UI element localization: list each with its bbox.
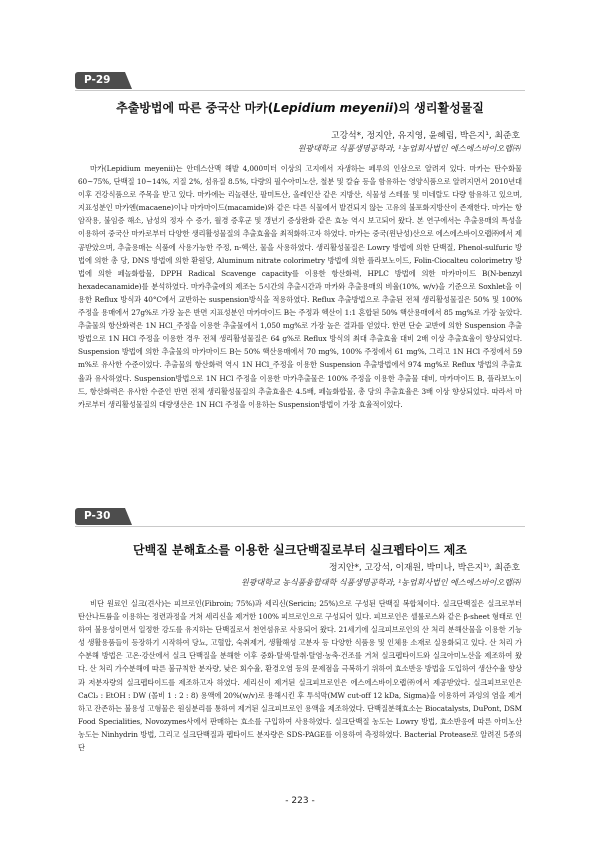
abstract-number: P-29 [84,74,111,86]
title-text-after: )의 생리활성물질 [393,101,484,115]
abstract-number: P-30 [84,510,111,522]
title-text-before: 추출방법에 따른 중국산 마카( [116,101,274,115]
author-list: 고강석*, 정지안, 유지영, 윤혜림, 박은지¹, 최준호 [331,131,520,141]
abstract-title [75,99,525,116]
abstract-body: 비단 원료인 실크(견사)는 피브로인(Fibroin; 75%)과 세리신(Sericin; 25%)으로 구성된 단백질 복합체이다. 실크단백질은 실크로부터 탄산나트륨을 이용하는 정련과정을 거쳐 세리신을 제거한 100% 피브로인으로 구성되어 있다. 피브로인은 셀룰로스와 같은 β-sheet 형태로 인하여 불용성이면서 일정한 강도를 유지하는 단백질로서 천연섬유로 사용되어 왔다. 21세기에 실크피브로인의 산 처리 분해산물을 이용한 기능성 생활용품들이 등장하기 시작하여 당뇨, 고혈압, 숙취제거, 생활해성 고분자 등 다양한 식품용 및 인체용 소재로 실용화되고 있다. 산 처리 가수분해 방법은 고온·강산에서 실크 단백질을 분해한 이후 중화·탈색·탈취·탈염·농축·건조를 거쳐 실크펩타이드와 실크아미노산을 제조하여 왔다. 산 처리 가수분해에 따른 불규칙한 분자량, 낮은 회수율, 환경오염 등의 문제점을 극복하기 위하여 효소반응 방법을 도입하여 생산수율 향상과 저분자량의 실크펩타이드를 제조하고자 하였다. 세리신이 제거된 실크피브로인은 에스에스바이오랩㈜에서 제공받았다. 실크피브로인은 CaCl₂ : EtOH : DW (몰비 1 : 2 : 8) 용액에 20%(w/v)로 용해시킨 후 투석막(MW cut-off 12 kDa, Sigma)을 이용하여 과잉의 염을 제거하고 잔존하는 불용성 고형물은 원심분리를 통하여 제거된 실크피브로인 용액을 제조하였다. 단백질분해효소는 Biocatalysts, DuPont, DSM Food Specialities, Novozymes사에서 판매하는 효소를 구입하여 사용하였다. 실크단백질 농도는 Lowry 방법, 효소반응에 따른 아미노산 농도는 Ninhydrin 방법, 그리고 실크단백질과 펩타이드 분자량은 SDS-PAGE를 이용하여 측정하였다. Bacterial Protease로 알려진 5종의 단 [78,599,522,753]
section-divider [75,90,525,91]
affiliation: 원광대학교 식품생명공학과, ¹농업회사법인 에스에스바이오랩㈜ [297,144,520,153]
abstract-number-badge [75,72,125,89]
affiliation: 원광대학교 농식품융합대학 식품생명공학과, ¹농업회사법인 에스에스바이오랩㈜ [241,578,520,587]
abstract-number-badge [75,508,125,525]
abstract-body: 마카(Lepidium meyenii)는 안데스산맥 해발 4,000미터 이상의 고지에서 자생하는 페루의 인삼으로 알려져 있다. 마카는 탄수화물 60~75%, 단백질 10~14%, 지질 2%, 섬유질 8.5%, 다량의 필수아미노산, 철분 및 칼슘 등을 함유하는 영양식품으로 알려지면서 2010년대 이후 건강식품으로 주목을 받고 있다. 마카에는 리놀렌산, 팔미트산, 올레인산 같은 지방산, 식물성 스테롤 및 미네랄도 다량 함유하고 있으며, 지표성분인 마카엔(macaene)이나 마카마이드(macamide)와 같은 다른 식물에서 발견되지 않는 고유의 불포화지방산이 존재한다. 마카는 항암작용, 불임증 해소, 남성의 정자 수 증가, 월경 증후군 및 갱년기 증상완화 같은 효능 역시 보고되어 왔다. 본 연구에서는 추출용매의 특성을 이용하여 중국산 마카로부터 다양한 생리활성물질의 추출효율을 최적화하고자 하였다. 마카는 중국(윈난성)산으로 에스에스바이오랩㈜에서 제공받았으며, 추출용매는 식품에 사용가능한 주정, n-헥산, 물을 사용하였다. 생리활성물질은 Lowry 방법에 의한 단백질, Phenol-sulfuric 방법에 의한 총 당, DNS 방법에 의한 환원당, Aluminum nitrate colorimetry 방법에 의한 플라보노이드, Folin-Ciocalteu colorimetry 방법에 의한 페놀화합물, DPPH Radical Scavenge capacity를 이용한 항산화력, HPLC 방법에 의한 마카마이드 B(N-benzyl hexadecanamide)를 분석하였다. 마카추출에의 제조는 5시간의 추출시간과 마카와 추출용매의 비율(10%, w/v)을 기준으로 Soxhlet을 이용한 Reflux 방식과 40°C에서 교반하는 suspension방식을 적용하였다. Reflux 추출방법으로 추출된 전체 생리활성물질은 50% 및 100% 주정을 용매에서 27g%로 가장 높은 반면 지표성분인 마카마이드 B는 주정과 헥산이 1:1 혼합된 50% 핵산용매에서 85 mg%로 가장 높았다. 추출물의 항산화력은 1N HCl_주정을 이용한 추출물에서 1,050 mg%로 가장 높은 결과를 얻었다. 한편 단순 교반에 의한 Suspension 추출방법으로 1N HCl 주정을 이용한 경우 전체 생리활성물질은 64 g%로 Reflux 방식의 최대 추출효율 대비 2배 이상 추출효율이 향상되었다. Suspension 방법에 의한 추출물의 마카마이드 B는 50% 핵산용매에서 70 mg%, 100% 주정에서 61 mg%, 그리고 1N HCl 주정에서 59 m%로 유사한 수준이었다. 추출물의 항산화력 역시 1N HCl_주정을 이용한 Suspension 추출방법에서 974 mg%로 Reflux 방법의 추출효율과 유사하였다. Suspension방법으로 1N HCl 주정을 이용한 마카추출물은 100% 주정을 이용한 추출물 대비, 마카마이드 B, 플라보노이드, 항산화력은 유사한 수준인 반면 전체 생리활성물질의 추출효율은 4.5배, 페놀화합물, 총 당의 추출효율은 3배 이상 향상되었다. 따라서 마카로부터 생리활성물질의 대량생산은 1N HCl 주정을 이용하는 Suspension방법이 가장 효율적이었다. [78,164,522,409]
page-number: - 223 - [285,796,315,806]
title-scientific-name: Lepidium meyenii [273,101,394,115]
section-divider [75,526,525,527]
author-list: 정지안*, 고강석, 이재원, 박미나, 박은지¹⁾, 최준호 [328,563,520,573]
abstract-title: 단백질 분해효소를 이용한 실크단백질로부터 실크펩타이드 제조 [133,543,467,557]
